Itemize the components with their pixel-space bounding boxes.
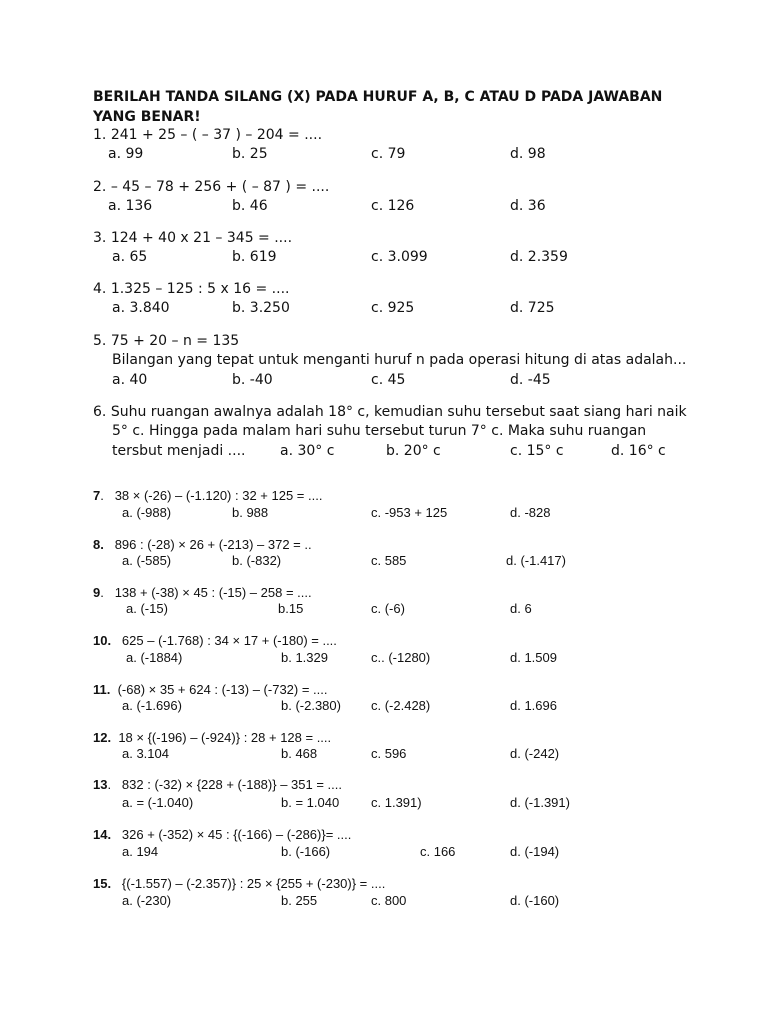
question-text-line-2: Bilangan yang tepat untuk menganti huruf n pada operasi hitung di atas adalah... [112,352,687,368]
option-b[interactable]: b. 988 [232,505,269,520]
question-text: 8. 896 : (-28) × 26 + (-213) – 372 = .. [93,537,312,552]
question-text-line-3: tersbut menjadi .... [112,443,246,459]
question-text: 14. 326 + (-352) × 45 : {(-166) – (-286)}= .... [93,827,352,842]
option-d[interactable]: d. (-1.417) [506,553,566,568]
option-a[interactable]: a. 136 [108,198,153,214]
option-b[interactable]: b. (-166) [281,844,331,859]
option-d[interactable]: d. 6 [510,601,532,616]
option-c[interactable]: c. 596 [371,746,407,761]
option-c[interactable]: c. 79 [371,146,406,162]
option-b[interactable]: b. 25 [232,146,268,162]
option-c[interactable]: c. 166 [420,844,456,859]
option-a[interactable]: a. (-230) [122,893,172,908]
option-a[interactable]: a. 3.840 [112,300,170,316]
option-b[interactable]: b.15 [278,601,304,616]
option-c[interactable]: c. (-2.428) [371,698,431,713]
option-b[interactable]: b. (-832) [232,553,282,568]
question-text-line-2: 5° c. Hingga pada malam hari suhu tersebut turun 7° c. Maka suhu ruangan [112,423,647,439]
option-c[interactable]: c. 15° c [510,443,564,459]
option-a[interactable]: a. = (-1.040) [122,795,194,810]
option-a[interactable]: a. (-585) [122,553,172,568]
option-d[interactable]: d. -45 [510,372,551,388]
option-c[interactable]: c. 3.099 [371,249,428,265]
question-text: 5. 75 + 20 – n = 135 [93,333,240,349]
question-text: 15. {(-1.557) – (-2.357)} : 25 × {255 + (-230)} = .... [93,876,386,891]
option-d[interactable]: d. 725 [510,300,555,316]
option-b[interactable]: b. 619 [232,249,277,265]
option-d[interactable]: d. 1.696 [510,698,557,713]
option-b[interactable]: b. (-2.380) [281,698,341,713]
option-a[interactable]: a. (-1884) [126,650,183,665]
option-a[interactable]: a. 30° c [280,443,335,459]
option-c[interactable]: c. 1.391) [371,795,422,810]
option-a[interactable]: a. (-1.696) [122,698,182,713]
question-text: 6. Suhu ruangan awalnya adalah 18° c, kemudian suhu tersebut saat siang hari naik [93,404,687,420]
option-d[interactable]: d. 16° c [611,443,666,459]
option-d[interactable]: d. 36 [510,198,546,214]
question-text: 11. (-68) × 35 + 624 : (-13) – (-732) = .... [93,682,328,697]
question-text: 12. 18 × {(-196) – (-924)} : 28 + 128 = .... [93,730,332,745]
option-c[interactable]: c. 45 [371,372,406,388]
option-b[interactable]: b. 255 [281,893,318,908]
option-a[interactable]: a. 3.104 [122,746,169,761]
option-c[interactable]: c. 800 [371,893,407,908]
option-b[interactable]: b. 46 [232,198,268,214]
option-b[interactable]: b. -40 [232,372,273,388]
option-b[interactable]: b. = 1.040 [281,795,340,810]
option-a[interactable]: a. 65 [112,249,148,265]
option-b[interactable]: b. 3.250 [232,300,290,316]
option-d[interactable]: d. -828 [510,505,551,520]
option-d[interactable]: d. 2.359 [510,249,568,265]
question-text: 3. 124 + 40 x 21 – 345 = .... [93,230,293,246]
option-d[interactable]: d. 1.509 [510,650,557,665]
option-d[interactable]: d. 98 [510,146,546,162]
question-text: 1. 241 + 25 – ( – 37 ) – 204 = .... [93,127,323,143]
option-d[interactable]: d. (-160) [510,893,560,908]
option-c[interactable]: c. 585 [371,553,407,568]
option-d[interactable]: d. (-194) [510,844,560,859]
option-d[interactable]: d. (-1.391) [510,795,570,810]
question-text: 4. 1.325 – 125 : 5 x 16 = .... [93,281,290,297]
question-text: 10. 625 – (-1.768) : 34 × 17 + (-180) = .... [93,633,337,648]
instruction-heading: BERILAH TANDA SILANG (X) PADA HURUF A, B, C ATAU D PADA JAWABAN YANG BENAR! [93,89,663,125]
option-a[interactable]: a. (-15) [126,601,168,616]
option-c[interactable]: c. -953 + 125 [371,505,448,520]
option-c[interactable]: c. (-6) [371,601,405,616]
option-c[interactable]: c.. (-1280) [371,650,431,665]
question-text: 13. 832 : (-32) × {228 + (-188)} – 351 = .... [93,777,342,792]
option-d[interactable]: d. (-242) [510,746,560,761]
option-c[interactable]: c. 126 [371,198,415,214]
option-b[interactable]: b. 468 [281,746,318,761]
question-text: 7. 38 × (-26) – (-1.120) : 32 + 125 = .... [93,488,323,503]
option-b[interactable]: b. 1.329 [281,650,328,665]
question-text: 9. 138 + (-38) × 45 : (-15) – 258 = .... [93,585,312,600]
option-a[interactable]: a. (-988) [122,505,172,520]
option-b[interactable]: b. 20° c [386,443,441,459]
option-a[interactable]: a. 40 [112,372,148,388]
option-c[interactable]: c. 925 [371,300,415,316]
option-a[interactable]: a. 194 [122,844,159,859]
option-a[interactable]: a. 99 [108,146,144,162]
question-text: 2. – 45 – 78 + 256 + ( – 87 ) = .... [93,179,330,195]
